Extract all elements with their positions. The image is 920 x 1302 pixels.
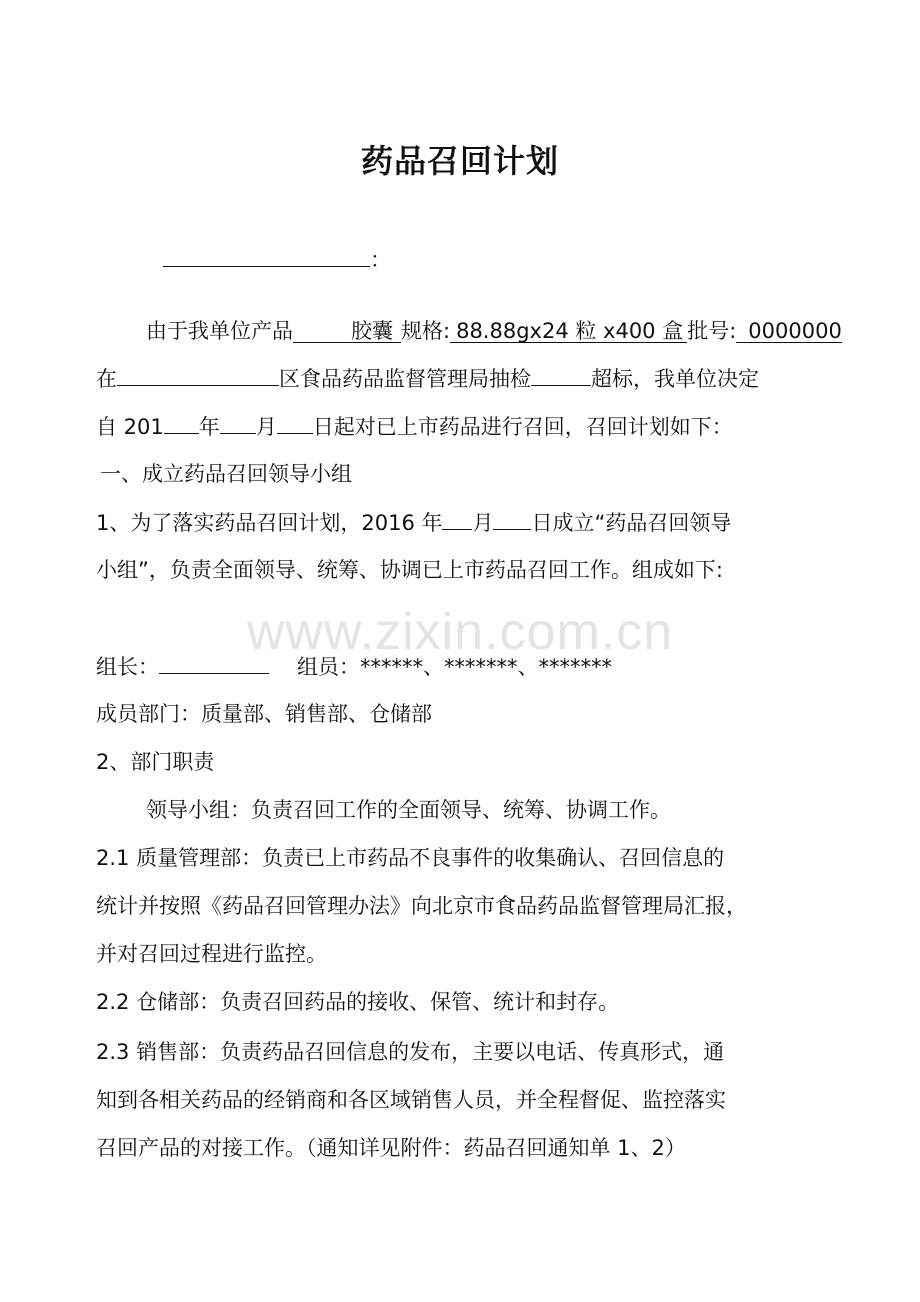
intro-l2-suffix: 超标，我单位决定 bbox=[591, 367, 759, 391]
item-2-3-line-1: 2.3 销售部：负责药品召回信息的发布，主要以电话、传真形式，通 bbox=[96, 1040, 725, 1064]
batch-value-field: 0000000 bbox=[736, 320, 842, 343]
day-blank bbox=[277, 411, 313, 434]
intro-l2-middle: 区食品药品监督管理局抽检 bbox=[279, 367, 531, 391]
batch-label: 批号: bbox=[687, 319, 737, 343]
product-name-field: 胶囊 bbox=[293, 320, 401, 343]
item-1-line-1 bbox=[96, 507, 731, 538]
intro-l3-suffix: 日起对已上市药品进行召回，召回计划如下： bbox=[312, 415, 733, 439]
year-blank bbox=[164, 411, 199, 434]
intro-prefix: 由于我单位产品 bbox=[146, 319, 293, 343]
intro-line-3 bbox=[96, 411, 733, 442]
item-1-month-label: 月 bbox=[472, 511, 494, 535]
spec-label: 规格: bbox=[401, 319, 451, 343]
item-2-3-line-2: 知到各相关药品的经销商和各区域销售人员，并全程督促、监控落实 bbox=[96, 1088, 726, 1112]
item-1-month-blank bbox=[442, 507, 472, 530]
item-1-day-blank bbox=[493, 507, 531, 530]
item-blank bbox=[531, 363, 591, 386]
addressee-colon: ： bbox=[370, 248, 391, 272]
leader-label: 组长： bbox=[96, 655, 159, 679]
departments-line: 成员部门：质量部、销售部、仓储部 bbox=[96, 702, 432, 726]
item-1-part-3: 日成立“药品召回领导 bbox=[531, 511, 732, 535]
item-2-1-line-1: 2.1 质量管理部：负责已上市药品不良事件的收集确认、召回信息的 bbox=[96, 846, 725, 870]
document-title: 药品召回计划 bbox=[360, 142, 559, 180]
addressee-blank bbox=[163, 244, 370, 267]
intro-line-2 bbox=[96, 363, 759, 394]
item-1-line-2: 小组”，负责全面领导、统筹、协调已上市药品召回工作。组成如下: bbox=[96, 558, 723, 582]
item-2-2: 2.2 仓储部：负责召回药品的接收、保管、统计和封存。 bbox=[96, 990, 620, 1014]
item-2-1-line-3: 并对召回过程进行监控。 bbox=[96, 942, 327, 966]
section-1-heading: 一、成立药品召回领导小组 bbox=[100, 462, 352, 486]
members-value: ******、*******、******* bbox=[360, 655, 612, 679]
intro-l2-prefix: 在 bbox=[96, 367, 117, 391]
item-2-1-line-2: 统计并按照《药品召回管理办法》向北京市食品药品监督管理局汇报， bbox=[96, 894, 747, 918]
spec-value-field: 88.88gx24 粒 x400 盒 bbox=[450, 320, 687, 343]
intro-line-1 bbox=[146, 316, 842, 346]
watermark: www.zixin.com.cn bbox=[246, 603, 674, 661]
team-line bbox=[96, 651, 612, 682]
item-2-heading: 2、部门职责 bbox=[96, 750, 215, 774]
members-label: 组员： bbox=[297, 655, 360, 679]
item-1-part-1: 1、为了落实药品召回计划，2016 年 bbox=[96, 511, 443, 535]
addressee-line bbox=[163, 244, 391, 275]
month-blank bbox=[220, 411, 256, 434]
district-blank bbox=[117, 363, 279, 386]
leader-group-duty: 领导小组：负责召回工作的全面领导、统筹、协调工作。 bbox=[146, 798, 671, 822]
year-label: 年 bbox=[198, 415, 220, 439]
leader-blank bbox=[159, 651, 269, 674]
date-year-prefix: 自 201 bbox=[96, 415, 164, 439]
item-2-3-line-3: 召回产品的对接工作。（通知详见附件：药品召回通知单 1、2） bbox=[96, 1136, 686, 1160]
month-label: 月 bbox=[255, 415, 277, 439]
